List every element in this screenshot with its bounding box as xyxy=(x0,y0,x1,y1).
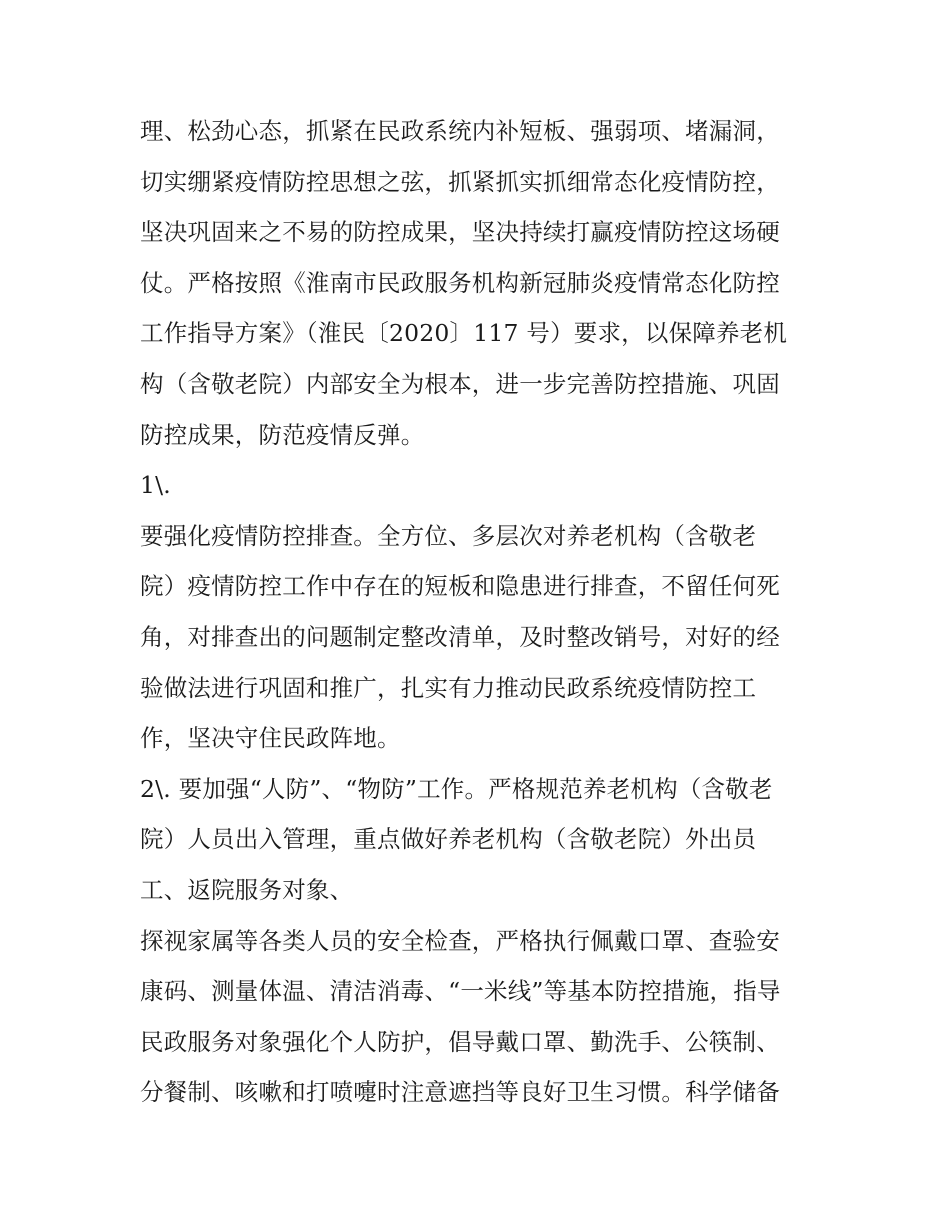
body-text xyxy=(140,106,820,1118)
text-line: 民政服务对象强化个人防护，倡导戴口罩、勤洗手、公筷制、 xyxy=(140,1027,780,1056)
text-line: 工作指导方案》（淮民〔2020〕117 号）要求，以保障养老机 xyxy=(140,319,788,348)
text-line: 院）人员出入管理，重点做好养老机构（含敬老院）外出员 xyxy=(140,825,757,854)
text-line: 理、松劲心态，抓紧在民政系统内补短板、强弱项、堵漏洞， xyxy=(140,117,780,145)
text-line: 作，坚决守住民政阵地。 xyxy=(140,724,401,753)
text-line: 分餐制、咳嗽和打喷嚏时注意遮挡等良好卫生习惯。科学储备 xyxy=(140,1078,780,1107)
text-line: 2\. 要加强“人防”、“物防”工作。严格规范养老机构（含敬老 xyxy=(140,774,773,803)
text-line: 验做法进行巩固和推广，扎实有力推动民政系统疫情防控工 xyxy=(140,673,757,702)
text-line: 康码、测量体温、清洁消毒、“一米线”等基本防控措施，指导 xyxy=(140,977,781,1006)
text-line: 工、返院服务对象、 xyxy=(140,875,354,904)
list-number: 1\. xyxy=(140,471,171,500)
text-line: 仗。严格按照《淮南市民政服务机构新冠肺炎疫情常态化防控 xyxy=(140,268,780,297)
text-line: 防控成果，防范疫情反弹。 xyxy=(140,420,425,449)
text-line: 构（含敬老院）内部安全为根本，进一步完善防控措施、巩固 xyxy=(140,369,780,398)
text-line: 角，对排查出的问题制定整改清单，及时整改销号，对好的经 xyxy=(140,622,780,651)
text-line: 要强化疫情防控排查。全方位、多层次对养老机构（含敬老 xyxy=(140,521,757,550)
text-line: 院）疫情防控工作中存在的短板和隐患进行排查，不留任何死 xyxy=(140,572,780,601)
text-line: 切实绷紧疫情防控思想之弦，抓紧抓实抓细常态化疫情防控， xyxy=(140,167,780,196)
text-line: 坚决巩固来之不易的防控成果，坚决持续打赢疫情防控这场硬 xyxy=(140,218,780,247)
text-line: 探视家属等各类人员的安全检查，严格执行佩戴口罩、查验安 xyxy=(140,926,780,955)
